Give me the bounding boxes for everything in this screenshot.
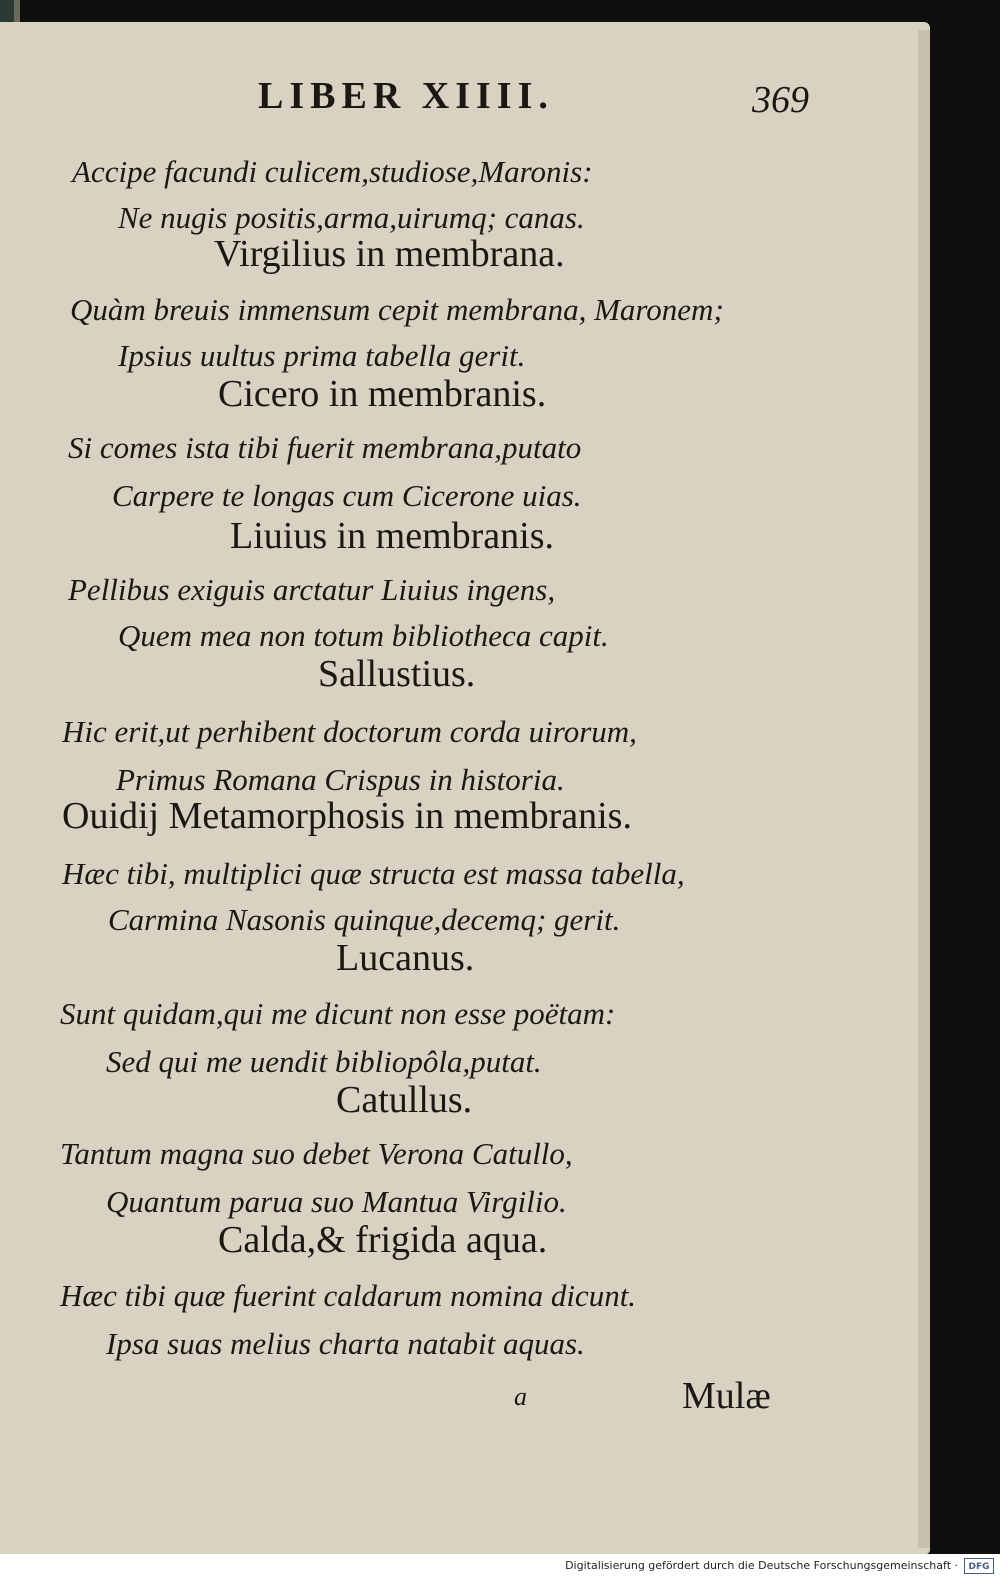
page-fore-edge: [918, 30, 930, 1548]
verse-line: Quàm breuis immensum cepit membrana, Maronem;: [70, 292, 724, 327]
page-number: 369: [752, 79, 809, 121]
section-title: Cicero in membranis.: [218, 373, 547, 415]
verse-line: Accipe facundi culicem,studiose,Maronis:: [72, 154, 593, 189]
section-title: Catullus.: [336, 1079, 473, 1121]
running-head: LIBER XIIII.: [258, 75, 554, 117]
verse-line: Quem mea non totum bibliotheca capit.: [118, 618, 609, 653]
dfg-logo-icon: DFG: [964, 1558, 994, 1574]
section-title: Ouidij Metamorphosis in membranis.: [62, 795, 632, 837]
section-title: Lucanus.: [336, 937, 475, 979]
verse-line: Ipsa suas melius charta natabit aquas.: [106, 1326, 585, 1361]
section-title: Sallustius.: [318, 653, 476, 695]
verse-line: Hæc tibi quæ fuerint caldarum nomina dicunt.: [60, 1278, 637, 1313]
verse-line: Si comes ista tibi fuerit membrana,putato: [68, 430, 582, 465]
verse-line: Carmina Nasonis quinque,decemq; gerit.: [108, 902, 621, 937]
verse-line: Ipsius uultus prima tabella gerit.: [118, 338, 526, 373]
verse-line: Hæc tibi, multiplici quæ structa est massa tabella,: [62, 856, 685, 891]
section-title: Virgilius in membrana.: [214, 233, 565, 275]
verse-line: Quantum parua suo Mantua Virgilio.: [106, 1184, 567, 1219]
verse-line: Sunt quidam,qui me dicunt non esse poëtam:: [60, 996, 616, 1031]
verse-line: Sed qui me uendit bibliopôla,putat.: [106, 1044, 542, 1079]
digitization-footer: [0, 1554, 1000, 1581]
catchword: Mulæ: [682, 1375, 771, 1417]
funding-credit: Digitalisierung gefördert durch die Deutsche Forschungsgemeinschaft ·: [565, 1559, 958, 1572]
signature-mark: a: [514, 1382, 527, 1411]
section-title: Liuius in membranis.: [230, 515, 555, 557]
verse-line: Hic erit,ut perhibent doctorum corda uirorum,: [62, 714, 637, 749]
book-page: [0, 22, 930, 1554]
verse-line: Ne nugis positis,arma,uirumq; canas.: [118, 200, 585, 235]
section-title: Calda,& frigida aqua.: [218, 1219, 548, 1261]
verse-line: Tantum magna suo debet Verona Catullo,: [60, 1136, 573, 1171]
verse-line: Carpere te longas cum Cicerone uias.: [112, 478, 582, 513]
verse-line: Primus Romana Crispus in historia.: [116, 762, 565, 797]
verse-line: Pellibus exiguis arctatur Liuius ingens,: [68, 572, 556, 607]
